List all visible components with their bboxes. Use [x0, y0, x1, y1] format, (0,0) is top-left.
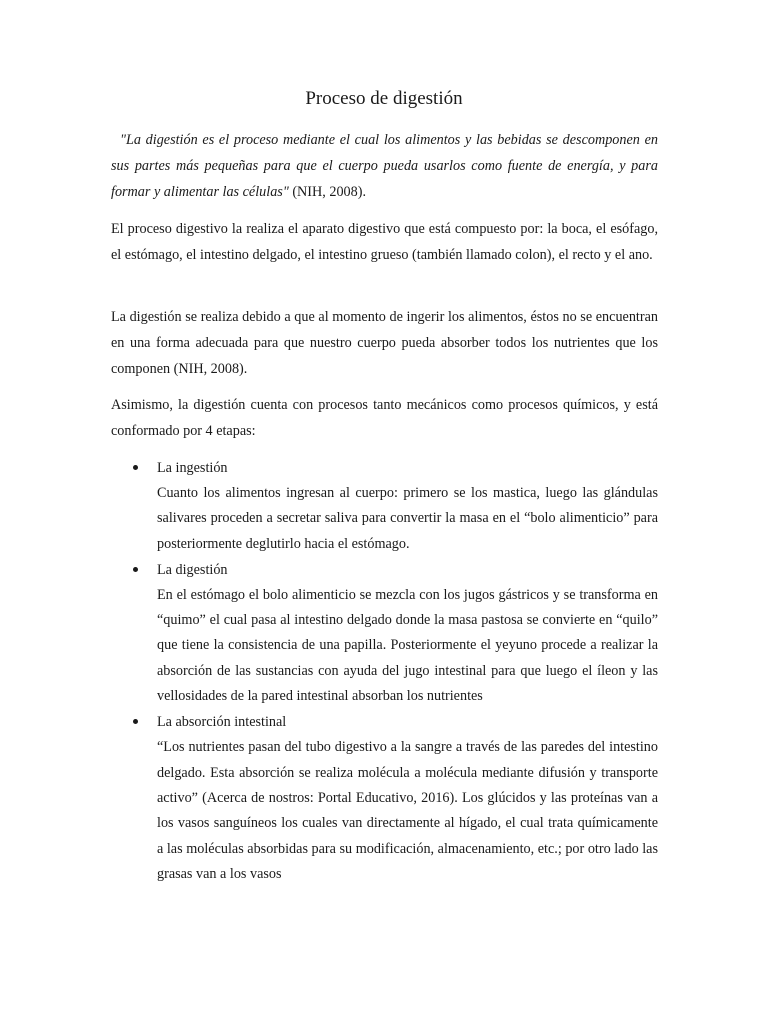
list-item [111, 455, 658, 557]
stages-list [111, 455, 658, 887]
bullet-icon [133, 567, 138, 572]
stage-title: La absorción intestinal [157, 714, 287, 731]
paragraph-why-digestion: La digestión se realiza debido a que al momento de ingerir los alimentos, éstos no se encuentran en una forma adecuada para que nuestro cuerpo pueda absorber todos los nutrientes que los componen (NIH, 2008). [111, 309, 658, 377]
list-item [111, 709, 658, 887]
paragraph-digestive-system: El proceso digestivo la realiza el aparato digestivo que está compuesto por: la boca, el esófago, el estómago, el intestino delgado, el intestino grueso (también llamado colon), el recto y el ano. [111, 221, 658, 263]
list-item [111, 557, 658, 709]
paragraph-stages-intro: Asimismo, la digestión cuenta con procesos tanto mecánicos como procesos químicos, y está conformado por 4 etapas: [111, 397, 658, 439]
bullet-icon [133, 465, 138, 470]
quote-text: "La digestión es el proceso mediante el cual los alimentos y las bebidas se descomponen en sus partes más pequeñas para que el cuerpo pueda usarlos como fuente de energía, y para formar y alimentar las células" [111, 132, 658, 200]
stage-description: “Los nutrientes pasan del tubo digestivo a la sangre a través de las paredes del intestino delgado. Esta absorción se realiza molécula a molécula mediante difusión y transporte activo” (Acerca de nostros: Portal Educativo, 2016). Los glúcidos y las proteínas van a los vasos sanguíneos los cuales van directamente al hígado, el cual trata químicamente a las moléculas absorbidas para su modificación, almacenamiento, etc.; por otro lado las grasas van a los vasos [157, 739, 658, 882]
opening-quote [111, 127, 658, 205]
stage-description: En el estómago el bolo alimenticio se mezcla con los jugos gástricos y se transforma en “quimo” el cual pasa al intestino delgado donde la masa pastosa se convierte en “quilo” que tiene la consistencia de una papilla. Posteriormente el yeyuno procede a realizar la absorción de las sustancias con ayuda del jugo intestinal para que luego el íleon y las vellosidades de la pared intestinal absorban los nutrientes [157, 586, 658, 705]
quote-citation: (NIH, 2008). [288, 184, 367, 200]
stage-title: La digestión [157, 561, 228, 578]
document-title: Proceso de digestión [305, 88, 463, 109]
stage-description: Cuanto los alimentos ingresan al cuerpo: primero se los mastica, luego las glándulas salivares proceden a secretar saliva para convertir la masa en el “bolo alimenticio” para posteriormente deglutirlo hacia el estómago. [157, 485, 658, 552]
stage-title: La ingestión [157, 460, 228, 476]
bullet-icon [133, 719, 138, 724]
